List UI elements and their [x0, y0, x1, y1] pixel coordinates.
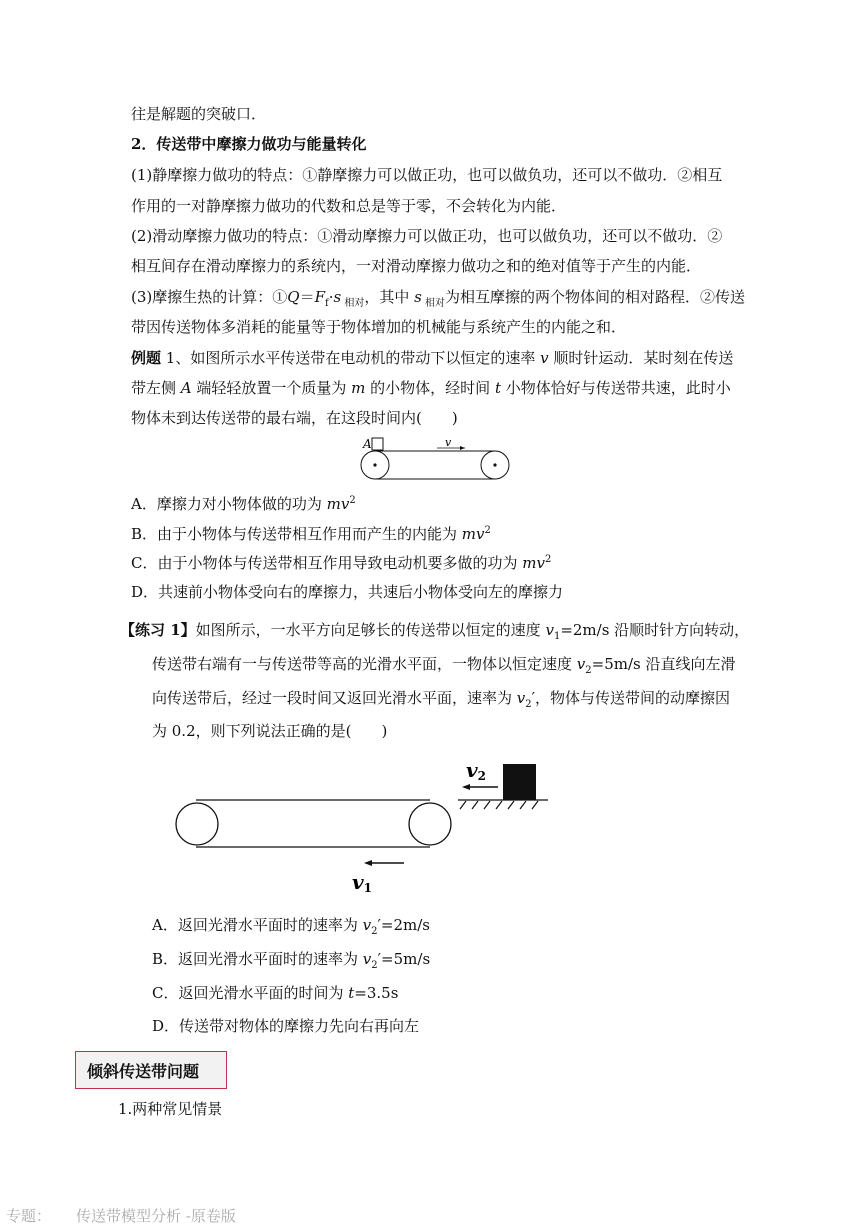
text-line: (1)静摩擦力做功的特点：①静摩擦力可以做正功，也可以做负功，还可以不做功．②相互	[131, 166, 723, 184]
right-pulley	[409, 803, 451, 845]
option-b: B．返回光滑水平面时的速率为 $v_2'=5m/s$	[152, 950, 431, 971]
small-block	[372, 438, 383, 450]
practice-line: 为 0.2，则下列说法正确的是( )	[152, 722, 388, 740]
practice-line: 向传送带后，经过一段时间又返回光滑水平面，速率为 $v_2'$，物体与传送带间的动摩擦因	[152, 689, 731, 710]
text-line: 相互间存在滑动摩擦力的系统内，一对滑动摩擦力做功之和的绝对值等于产生的内能．	[131, 257, 702, 275]
option-a: A．返回光滑水平面时的速率为 $v_2'=2m/s$	[152, 916, 430, 937]
example-line: 例题 1、如图所示水平传送带在电动机的带动下以恒定的速率 v 顺时针运动．某时刻在传送	[131, 349, 734, 367]
option-d: D．共速前小物体受向右的摩擦力，共速后小物体受向左的摩擦力	[131, 583, 564, 601]
section-title-box	[75, 1051, 227, 1089]
block	[503, 764, 536, 800]
practice-line: 【练习 1】如图所示，一水平方向足够长的传送带以恒定的速度 $v_1=2m/s$ 沿顺时针方向转动，	[120, 621, 750, 642]
option-c: C．由于小物体与传送带相互作用导致电动机要多做的功为 $mv^2$	[131, 554, 552, 572]
footer-title: 传送带模型分析 -原卷版	[76, 1207, 236, 1225]
conveyor-figure-2	[168, 755, 558, 897]
option-b: B．由于小物体与传送带相互作用而产生的内能为 $mv^2$	[131, 525, 491, 543]
option-c: C．返回光滑水平面的时间为 t=3.5s	[152, 984, 399, 1002]
section-heading: 2．传送带中摩擦力做功与能量转化	[131, 135, 367, 153]
figure-label-A: A	[363, 437, 372, 451]
text-line: (3)摩擦生热的计算：$①Q=F_f\cdot s$ $_{相对}$，其中 s $_{相对}$为相互摩擦的两个物体间的相对路程．②传送	[131, 288, 746, 309]
example-line: 物体未到达传送带的最右端，在这段时间内( )	[131, 409, 458, 427]
text-line: (2)滑动摩擦力做功的特点：①滑动摩擦力可以做正功，也可以做负功，还可以不做功．②	[131, 227, 723, 245]
figure-label-v2: v2	[466, 758, 486, 783]
left-pulley	[176, 803, 218, 845]
figure-label-v1: v1	[352, 870, 372, 895]
figure-label-v: v	[445, 436, 452, 449]
section-title: 倾斜传送带问题	[87, 1061, 200, 1081]
footer-label: 专题：	[6, 1207, 52, 1225]
text-line: 往是解题的突破口．	[131, 105, 267, 123]
practice-line: 传送带右端有一与传送带等高的光滑水平面，一物体以恒定速度 $v_2=5m/s$ 沿直线向左滑	[152, 655, 736, 676]
example-line: 带左侧 A 端轻轻放置一个质量为 m 的小物体，经时间 t 小物体恰好与传送带共速，此时小	[131, 379, 731, 397]
text-line: 带因传送物体多消耗的能量等于物体增加的机械能与系统产生的内能之和．	[131, 318, 627, 336]
text-line: 作用的一对静摩擦力做功的代数和总是等于零，不会转化为内能．	[131, 197, 567, 215]
conveyor-figure-1	[355, 432, 520, 484]
ground-hatching	[460, 801, 538, 809]
option-d: D．传送带对物体的摩擦力先向右再向左	[152, 1017, 420, 1035]
subsection-line: 1.两种常见情景	[118, 1100, 223, 1118]
option-a: A．摩擦力对小物体做的功为 $mv^2$	[131, 495, 356, 513]
